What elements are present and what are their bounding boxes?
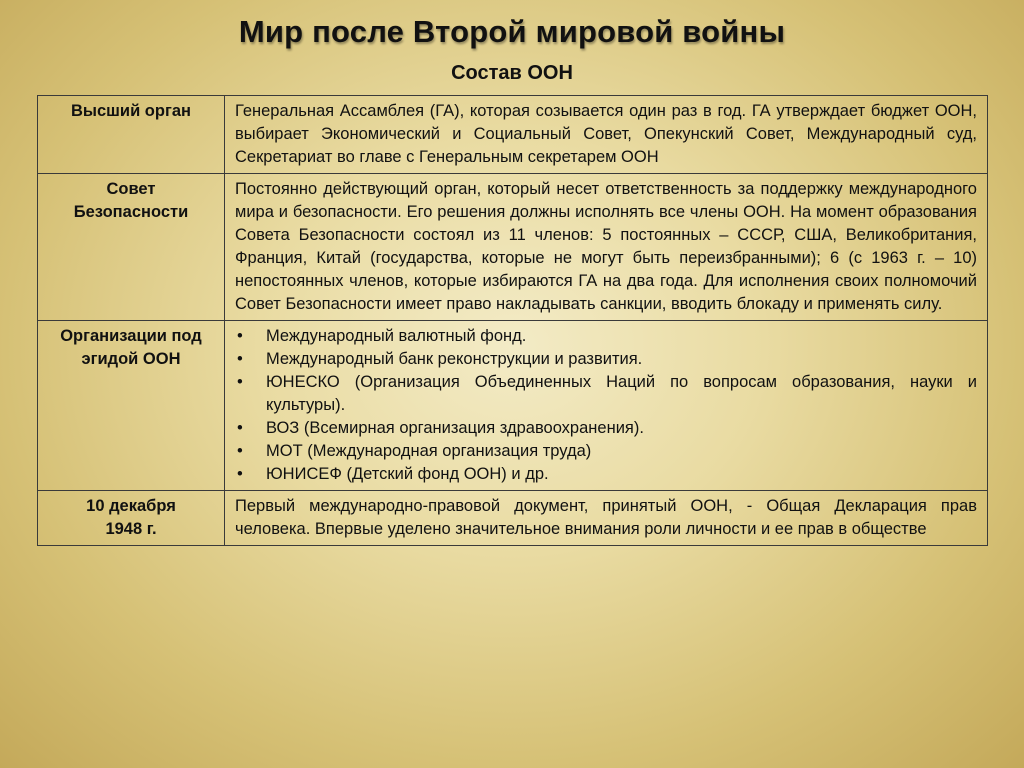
row-content: Первый международно-правовой документ, принятый ООН, - Общая Декларация прав человека. Впервые уделено значительное внимания роли личности и ее прав в обществе — [225, 491, 988, 546]
row-label: Совет Безопасности — [38, 174, 225, 321]
list-item-text: ЮНЕСКО (Организация Объединенных Наций по вопросам образования, науки и культуры). — [266, 373, 977, 414]
table-row-un-organizations — [38, 321, 988, 491]
table-row-supreme-body — [38, 96, 988, 174]
list-item-text: МОТ (Международная организация труда) — [266, 442, 592, 460]
list-item-text: ВОЗ (Всемирная организация здравоохранения). — [266, 419, 644, 437]
bullet-icon: • — [237, 327, 243, 345]
list-item — [235, 440, 977, 463]
bullet-icon: • — [237, 373, 243, 391]
row-content: Генеральная Ассамблея (ГА), которая созывается один раз в год. ГА утверждает бюджет ООН, выбирает Экономический и Социальный Совет, Опекунский Совет, Международный суд, Секретариат во главе с Генеральным секретарем ООН — [225, 96, 988, 174]
bullet-icon: • — [237, 350, 243, 368]
row-label: Высший орган — [38, 96, 225, 174]
slide-subtitle: Состав ООН — [451, 62, 573, 84]
bullet-icon: • — [237, 442, 243, 460]
list-item-text: Международный банк реконструкции и развития. — [266, 350, 643, 368]
list-item-text: ЮНИСЕФ (Детский фонд ООН) и др. — [266, 465, 549, 483]
table-row-security-council — [38, 174, 988, 321]
bullet-icon: • — [237, 465, 243, 483]
bullet-icon: • — [237, 419, 243, 437]
list-item — [235, 371, 977, 417]
row-label: Организации под эгидой ООН — [38, 321, 225, 491]
table-row-declaration-date — [38, 491, 988, 546]
list-item-text: Международный валютный фонд. — [266, 327, 527, 345]
list-item — [235, 348, 977, 371]
list-item — [235, 463, 977, 486]
list-item — [235, 417, 977, 440]
list-item — [235, 325, 977, 348]
row-content: Постоянно действующий орган, который несет ответственность за поддержку международного мира и безопасности. Его решения должны исполнять все члены ООН. На момент образования Совета Безопасности состоял из 11 членов: 5 постоянных – СССР, США, Великобритания, Франция, Китай (государства, которые не могут быть переизбранными); 6 (с 1963 г. – 10) непостоянных членов, которые избираются ГА на два года. Для исполнения своих полномочий Совет Безопасности имеет право накладывать санкции, вводить блокаду и применять силу. — [225, 174, 988, 321]
slide-title: Мир после Второй мировой войны — [238, 14, 786, 49]
row-content — [225, 321, 988, 491]
un-structure-table — [37, 95, 988, 546]
row-label: 10 декабря 1948 г. — [38, 491, 225, 546]
organization-list — [235, 325, 977, 486]
